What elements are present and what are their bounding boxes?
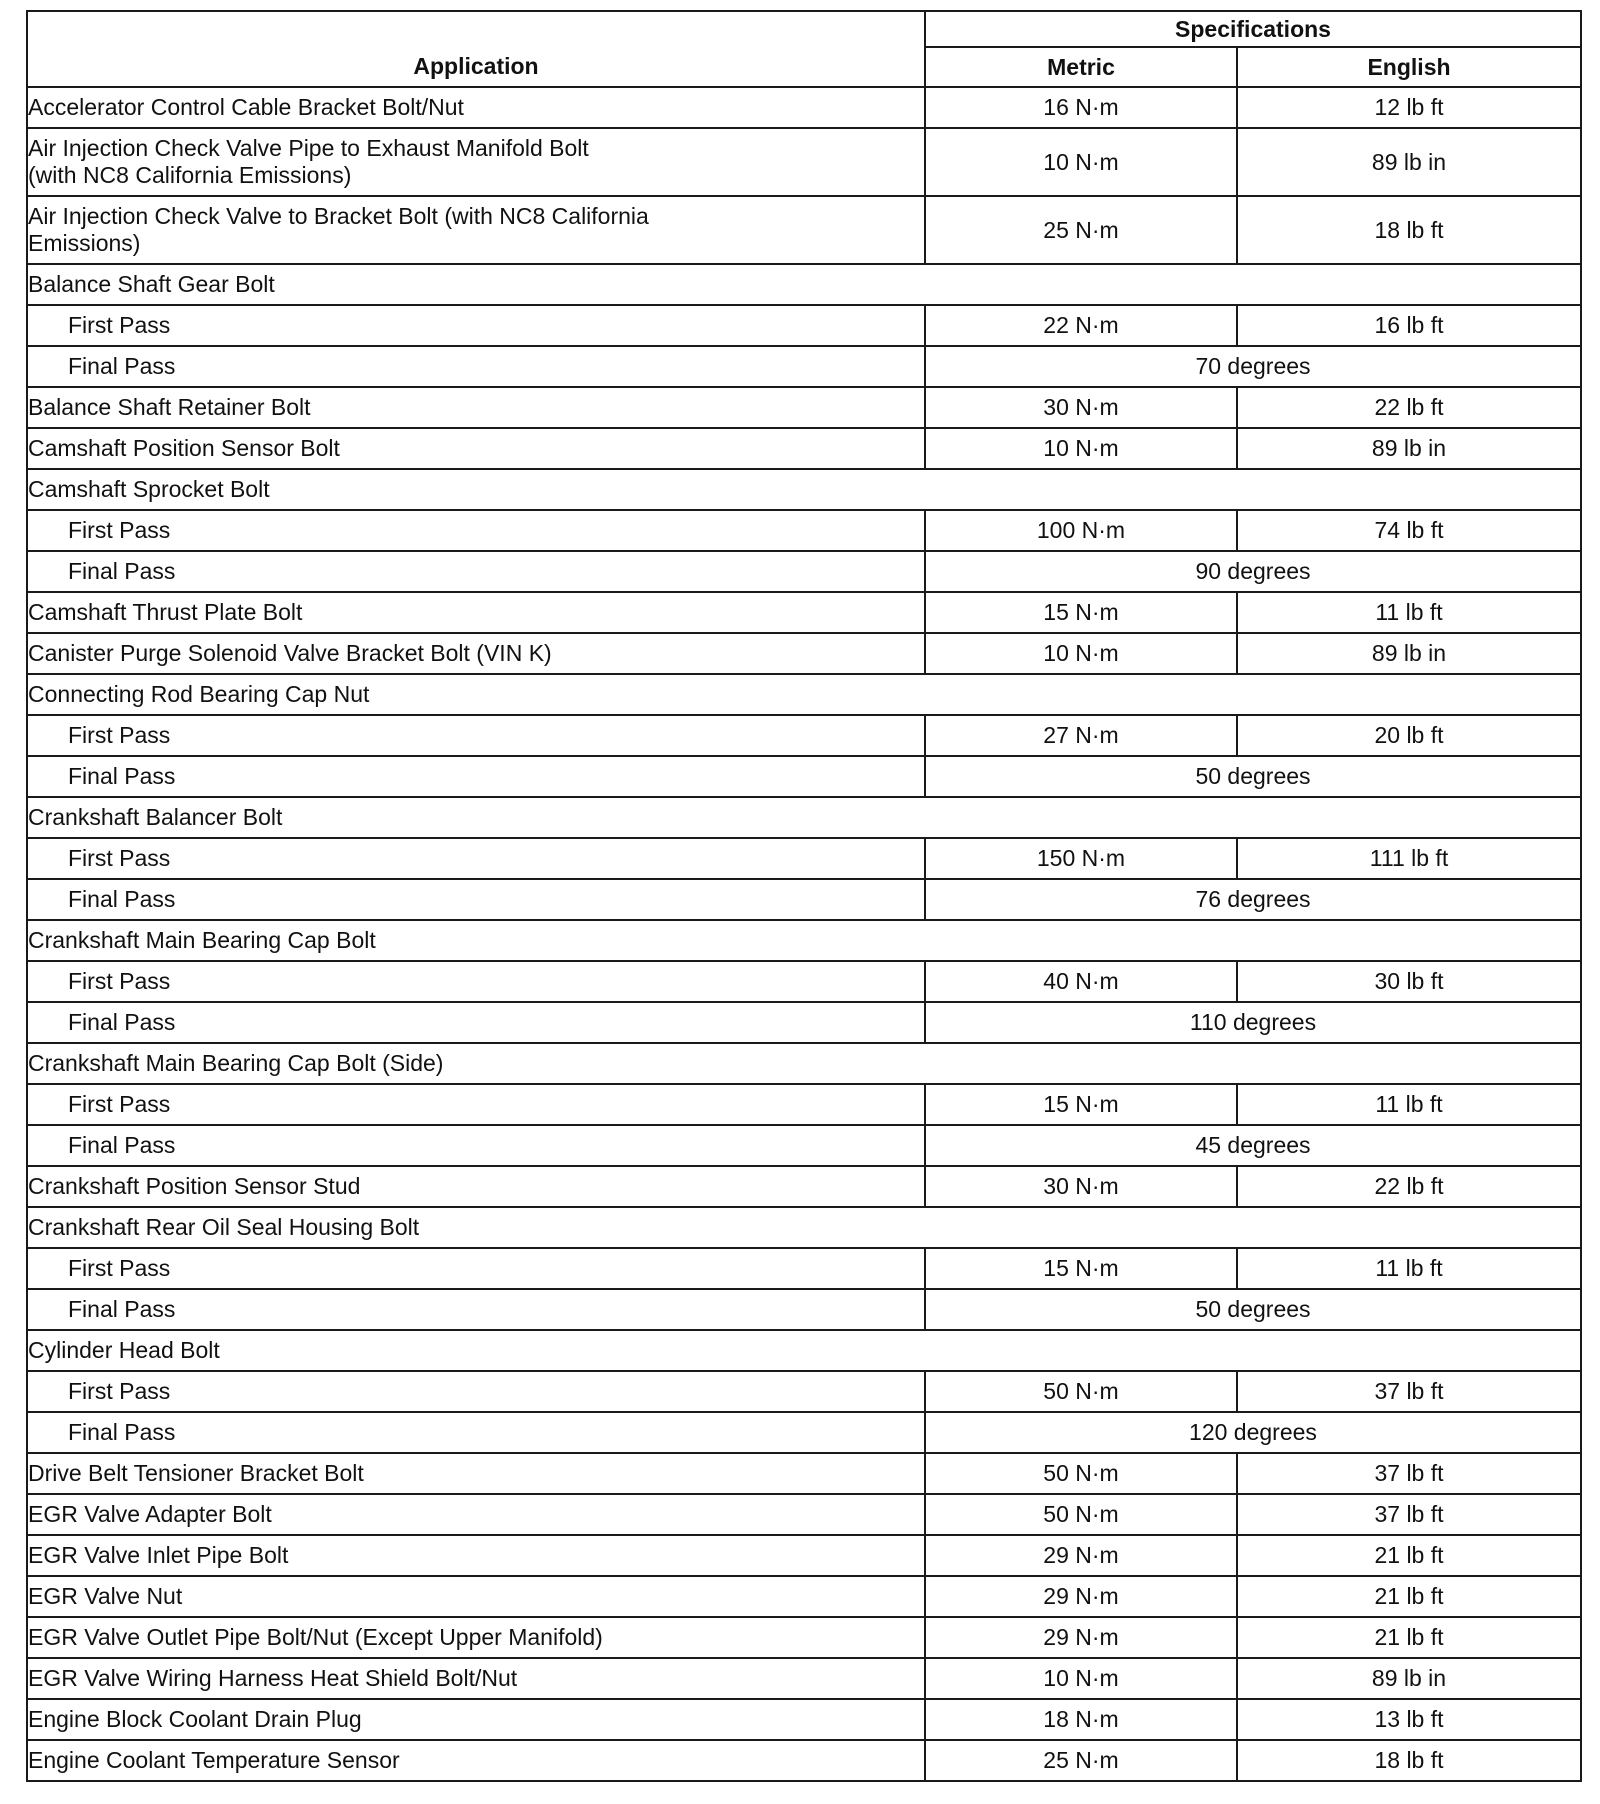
metric-value-cell: 40 N·m <box>925 961 1237 1002</box>
metric-value-cell: 50 N·m <box>925 1371 1237 1412</box>
specifications-header: Specifications <box>925 11 1581 47</box>
metric-value-cell: 27 N·m <box>925 715 1237 756</box>
english-value-cell: 11 lb ft <box>1237 592 1581 633</box>
metric-value-cell: 150 N·m <box>925 838 1237 879</box>
table-row <box>27 305 1581 346</box>
english-value-cell: 18 lb ft <box>1237 1740 1581 1781</box>
application-cell: EGR Valve Wiring Harness Heat Shield Bolt/Nut <box>27 1658 925 1699</box>
table-row <box>27 1207 1581 1248</box>
table-row <box>27 1453 1581 1494</box>
application-cell: Final Pass <box>27 1002 925 1043</box>
table-row <box>27 1289 1581 1330</box>
english-value-cell: 37 lb ft <box>1237 1453 1581 1494</box>
application-cell: Accelerator Control Cable Bracket Bolt/Nut <box>27 87 925 128</box>
application-cell: First Pass <box>27 510 925 551</box>
application-cell: Drive Belt Tensioner Bracket Bolt <box>27 1453 925 1494</box>
table-row <box>27 469 1581 510</box>
group-heading-cell: Crankshaft Main Bearing Cap Bolt (Side) <box>27 1043 1581 1084</box>
english-value-cell: 11 lb ft <box>1237 1084 1581 1125</box>
english-value-cell: 18 lb ft <box>1237 196 1581 264</box>
metric-value-cell: 29 N·m <box>925 1576 1237 1617</box>
angle-value-cell: 70 degrees <box>925 346 1581 387</box>
metric-value-cell: 50 N·m <box>925 1453 1237 1494</box>
table-row <box>27 1371 1581 1412</box>
application-cell: Engine Block Coolant Drain Plug <box>27 1699 925 1740</box>
application-cell: Final Pass <box>27 346 925 387</box>
table-row <box>27 879 1581 920</box>
angle-value-cell: 76 degrees <box>925 879 1581 920</box>
application-cell: Air Injection Check Valve Pipe to Exhaust Manifold Bolt (with NC8 California Emissions) <box>27 128 925 196</box>
application-cell: EGR Valve Inlet Pipe Bolt <box>27 1535 925 1576</box>
application-cell: Engine Coolant Temperature Sensor <box>27 1740 925 1781</box>
metric-value-cell: 100 N·m <box>925 510 1237 551</box>
english-value-cell: 22 lb ft <box>1237 387 1581 428</box>
torque-specifications-table <box>26 10 1582 1782</box>
english-value-cell: 12 lb ft <box>1237 87 1581 128</box>
english-value-cell: 21 lb ft <box>1237 1617 1581 1658</box>
metric-value-cell: 30 N·m <box>925 1166 1237 1207</box>
table-row <box>27 1248 1581 1289</box>
angle-value-cell: 45 degrees <box>925 1125 1581 1166</box>
application-header: Application <box>27 11 925 87</box>
application-cell: First Pass <box>27 1371 925 1412</box>
angle-value-cell: 120 degrees <box>925 1412 1581 1453</box>
table-row <box>27 87 1581 128</box>
metric-value-cell: 25 N·m <box>925 196 1237 264</box>
table-row <box>27 128 1581 196</box>
metric-value-cell: 16 N·m <box>925 87 1237 128</box>
metric-value-cell: 50 N·m <box>925 1494 1237 1535</box>
metric-value-cell: 10 N·m <box>925 633 1237 674</box>
application-cell: Crankshaft Position Sensor Stud <box>27 1166 925 1207</box>
table-row <box>27 1576 1581 1617</box>
application-cell: Final Pass <box>27 1412 925 1453</box>
english-value-cell: 89 lb in <box>1237 128 1581 196</box>
table-row <box>27 1412 1581 1453</box>
application-cell: First Pass <box>27 838 925 879</box>
english-value-cell: 21 lb ft <box>1237 1576 1581 1617</box>
table-row <box>27 1330 1581 1371</box>
english-value-cell: 89 lb in <box>1237 633 1581 674</box>
metric-value-cell: 18 N·m <box>925 1699 1237 1740</box>
table-row <box>27 1043 1581 1084</box>
table-row <box>27 633 1581 674</box>
table-row <box>27 1617 1581 1658</box>
english-value-cell: 16 lb ft <box>1237 305 1581 346</box>
table-row <box>27 920 1581 961</box>
metric-value-cell: 30 N·m <box>925 387 1237 428</box>
table-row <box>27 961 1581 1002</box>
table-row <box>27 1084 1581 1125</box>
metric-value-cell: 10 N·m <box>925 1658 1237 1699</box>
application-cell: Camshaft Thrust Plate Bolt <box>27 592 925 633</box>
table-row <box>27 674 1581 715</box>
english-value-cell: 13 lb ft <box>1237 1699 1581 1740</box>
specifications-body <box>27 87 1581 1781</box>
english-value-cell: 11 lb ft <box>1237 1248 1581 1289</box>
table-row <box>27 1658 1581 1699</box>
table-row <box>27 1166 1581 1207</box>
table-row <box>27 592 1581 633</box>
application-cell: Camshaft Position Sensor Bolt <box>27 428 925 469</box>
table-row <box>27 715 1581 756</box>
table-row <box>27 510 1581 551</box>
metric-value-cell: 10 N·m <box>925 428 1237 469</box>
application-cell: First Pass <box>27 961 925 1002</box>
group-heading-cell: Crankshaft Rear Oil Seal Housing Bolt <box>27 1207 1581 1248</box>
table-row <box>27 196 1581 264</box>
metric-value-cell: 10 N·m <box>925 128 1237 196</box>
application-cell: Balance Shaft Retainer Bolt <box>27 387 925 428</box>
english-value-cell: 89 lb in <box>1237 428 1581 469</box>
table-row <box>27 797 1581 838</box>
table-row <box>27 387 1581 428</box>
table-row <box>27 1494 1581 1535</box>
metric-value-cell: 15 N·m <box>925 592 1237 633</box>
group-heading-cell: Balance Shaft Gear Bolt <box>27 264 1581 305</box>
group-heading-cell: Cylinder Head Bolt <box>27 1330 1581 1371</box>
english-header: English <box>1237 47 1581 87</box>
group-heading-cell: Camshaft Sprocket Bolt <box>27 469 1581 510</box>
metric-header: Metric <box>925 47 1237 87</box>
english-value-cell: 20 lb ft <box>1237 715 1581 756</box>
group-heading-cell: Connecting Rod Bearing Cap Nut <box>27 674 1581 715</box>
english-value-cell: 89 lb in <box>1237 1658 1581 1699</box>
table-row <box>27 551 1581 592</box>
english-value-cell: 21 lb ft <box>1237 1535 1581 1576</box>
group-heading-cell: Crankshaft Main Bearing Cap Bolt <box>27 920 1581 961</box>
application-cell: Canister Purge Solenoid Valve Bracket Bolt (VIN K) <box>27 633 925 674</box>
table-row <box>27 1125 1581 1166</box>
application-cell: Final Pass <box>27 1289 925 1330</box>
angle-value-cell: 110 degrees <box>925 1002 1581 1043</box>
angle-value-cell: 50 degrees <box>925 756 1581 797</box>
table-row <box>27 346 1581 387</box>
application-cell: EGR Valve Outlet Pipe Bolt/Nut (Except Upper Manifold) <box>27 1617 925 1658</box>
application-cell: First Pass <box>27 1248 925 1289</box>
application-cell: EGR Valve Adapter Bolt <box>27 1494 925 1535</box>
english-value-cell: 74 lb ft <box>1237 510 1581 551</box>
metric-value-cell: 25 N·m <box>925 1740 1237 1781</box>
table-row <box>27 1535 1581 1576</box>
metric-value-cell: 15 N·m <box>925 1248 1237 1289</box>
application-cell: Final Pass <box>27 551 925 592</box>
angle-value-cell: 50 degrees <box>925 1289 1581 1330</box>
metric-value-cell: 15 N·m <box>925 1084 1237 1125</box>
table-row <box>27 264 1581 305</box>
english-value-cell: 37 lb ft <box>1237 1371 1581 1412</box>
english-value-cell: 37 lb ft <box>1237 1494 1581 1535</box>
table-row <box>27 756 1581 797</box>
application-cell: Final Pass <box>27 879 925 920</box>
application-cell: Air Injection Check Valve to Bracket Bolt (with NC8 California Emissions) <box>27 196 925 264</box>
table-row <box>27 1002 1581 1043</box>
table-row <box>27 838 1581 879</box>
angle-value-cell: 90 degrees <box>925 551 1581 592</box>
english-value-cell: 111 lb ft <box>1237 838 1581 879</box>
application-cell: Final Pass <box>27 756 925 797</box>
group-heading-cell: Crankshaft Balancer Bolt <box>27 797 1581 838</box>
metric-value-cell: 29 N·m <box>925 1535 1237 1576</box>
table-row <box>27 428 1581 469</box>
metric-value-cell: 22 N·m <box>925 305 1237 346</box>
table-row <box>27 1699 1581 1740</box>
english-value-cell: 30 lb ft <box>1237 961 1581 1002</box>
application-cell: First Pass <box>27 715 925 756</box>
table-row <box>27 1740 1581 1781</box>
english-value-cell: 22 lb ft <box>1237 1166 1581 1207</box>
application-cell: EGR Valve Nut <box>27 1576 925 1617</box>
metric-value-cell: 29 N·m <box>925 1617 1237 1658</box>
application-cell: Final Pass <box>27 1125 925 1166</box>
application-cell: First Pass <box>27 1084 925 1125</box>
application-cell: First Pass <box>27 305 925 346</box>
